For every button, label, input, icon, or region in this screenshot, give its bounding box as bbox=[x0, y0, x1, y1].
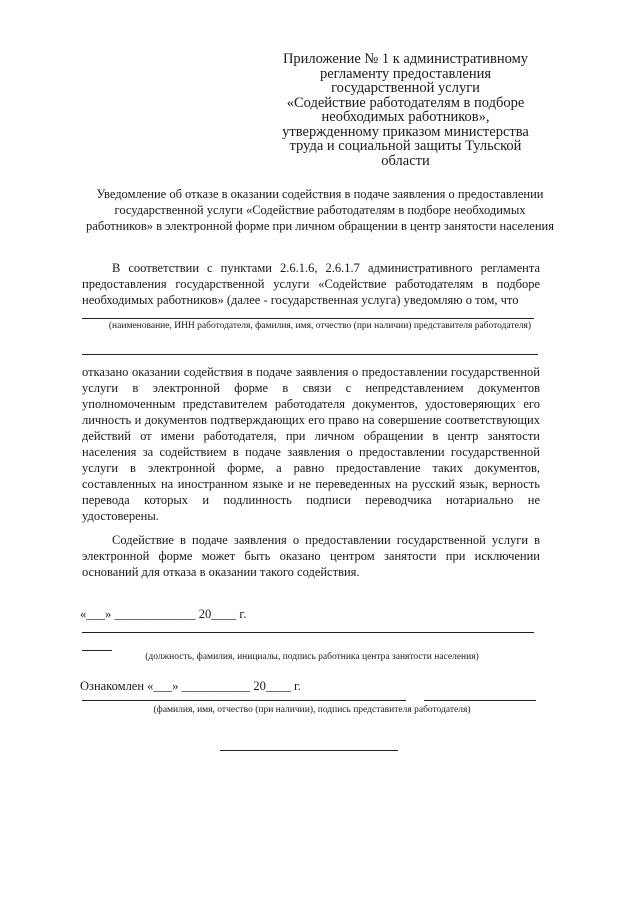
representative-signature-line bbox=[82, 700, 406, 701]
appendix-line: труда и социальной защиты Тульской bbox=[289, 138, 522, 154]
paragraph-intro: В соответствии с пунктами 2.6.1.6, 2.6.1.7 административного регламента предоставления государственной услуги «Содействие работодателям в подборе необходимых работников» (далее - государственная услуга) уведомляю о том, что bbox=[82, 261, 540, 307]
bottom-separator-line bbox=[220, 750, 398, 751]
date-line-acknowledged: Ознакомлен «___» ___________ 20____ г. bbox=[80, 679, 301, 693]
representative-caption: (фамилия, имя, отчество (при наличии), подпись представителя работодателя) bbox=[153, 705, 471, 715]
appendix-line: государственной услуги bbox=[331, 80, 480, 96]
worker-signature-line bbox=[82, 632, 534, 633]
paragraph-conditions: Содействие в подаче заявления о предоставлении государственной услуги в электронной форме может быть оказано центром занятости при исключении оснований для отказа в оказании такого содействия. bbox=[82, 533, 540, 579]
appendix-line: регламенту предоставления bbox=[319, 65, 492, 82]
appendix-line: области bbox=[381, 152, 430, 169]
date-line-worker: «___» _____________ 20____ г. bbox=[80, 607, 247, 621]
employer-fill-line bbox=[82, 318, 534, 319]
appendix-line: Приложение № 1 к административному bbox=[282, 51, 529, 67]
paragraph-refusal: отказано оказании содействия в подаче заявления о предоставлении государственной услуги в электронной форме в связи с непредставлением документов уполномоченным представителем работодателя документов, удостоверяющих его личность и документов подтверждающих его право на совершение соответствующих действий от имени работодателя, при личном обращении в центр занятости населения за содействием в подаче заявления о предоставлении государственной услуги в электронной форме, а равно предоставление таких документов, составленных на иностранном языке и не переведенных на русский язык, верность перевода которых и подлинность подписи переводчика нотариально не удостоверены. bbox=[82, 365, 540, 523]
worker-caption: (должность, фамилия, инициалы, подпись работника центра занятости населения) bbox=[145, 652, 479, 662]
employer-fill-line-2 bbox=[82, 354, 538, 355]
notice-title: Уведомление об отказе в оказании содействия в подаче заявления о предоставлении государственной услуги «Содействие работодателям в подборе необходимых работников» в электронной форме при личном обращении в центр занятости населения bbox=[86, 187, 554, 233]
employer-caption: (наименование, ИНН работодателя, фамилия, имя, отчество (при наличии) представителя работодателя) bbox=[108, 321, 532, 331]
appendix-line: «Содействие работодателям в подборе bbox=[286, 94, 525, 111]
appendix-header bbox=[268, 52, 543, 168]
appendix-line: необходимых работников», bbox=[321, 109, 490, 125]
representative-signature-line-right bbox=[424, 700, 536, 701]
worker-signature-line-short bbox=[82, 650, 112, 651]
appendix-line: утвержденному приказом министерства bbox=[282, 123, 529, 140]
